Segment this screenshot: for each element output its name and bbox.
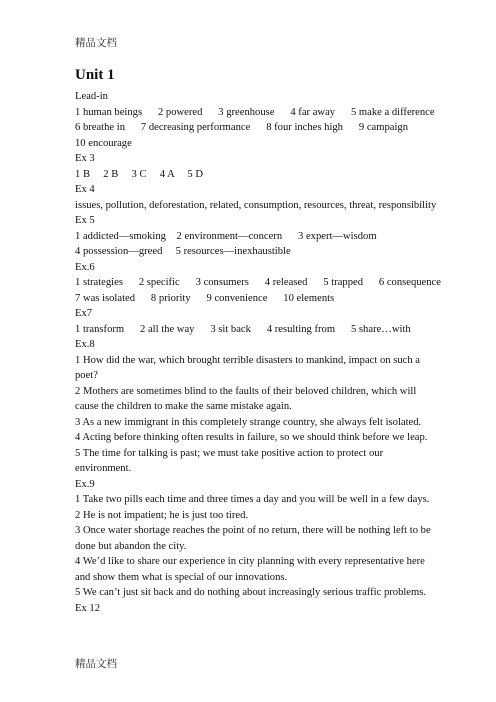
answer-line: 5 We can’t just sit back and do nothing about increasingly serious traffic problems. [75,587,427,598]
page-footer: 精品文档 [75,659,117,670]
unit-title: Unit 1 [75,67,115,83]
answer-line: 4 Acting before thinking often results in failure, so we should think before we leap. [75,432,428,443]
section-label: Ex 3 [75,153,95,164]
answer-line: 6 breathe in 7 decreasing performance 8 four inches high 9 campaign [75,122,408,133]
answer-line: 4 possession—greed 5 resources—inexhaustible [75,246,291,257]
answer-line: 1 addicted—smoking 2 environment—concern 3 expert—wisdom [75,230,377,242]
section-label: Lead-in [75,91,108,102]
answer-line: 5 The time for talking is past; we must take positive action to protect our [75,447,384,459]
answer-line: 4 We’d like to share our experience in city planning with every representative here [75,556,425,567]
answer-lines [75,89,441,616]
section-label: Ex 5 [75,215,95,226]
section-label: Ex 12 [75,602,101,614]
answer-line: 1 Take two pills each time and three times a day and you will be well in a few days. [75,494,430,505]
answer-line: poet? [75,370,98,381]
section-label: Ex.9 [75,478,95,490]
answer-line: 1 transform 2 all the way 3 sit back 4 resulting from 5 share…with [75,323,411,335]
answer-line: 3 As a new immigrant in this completely strange country, she always felt isolated. [75,416,422,428]
answer-line: done but abandon the city. [75,540,187,552]
section-label: Ex 4 [75,184,95,195]
answer-line: issues, pollution, deforestation, related, consumption, resources, threat, responsibility [75,199,437,211]
section-label: Ex7 [75,308,93,319]
answer-line: and show them what is special of our innovations. [75,571,288,583]
answer-line: 1 human beings 2 powered 3 greenhouse 4 far away 5 make a difference [75,106,435,118]
answer-line: 1 strategies 2 specific 3 consumers 4 released 5 trapped 6 consequence [75,277,441,288]
section-label: Ex.6 [75,261,95,273]
answer-line: cause the children to make the same mistake again. [75,401,292,412]
answer-line: environment. [75,463,132,474]
answer-line: 2 Mothers are sometimes blind to the faults of their beloved children, which will [75,385,417,397]
answer-line: 10 encourage [75,137,132,149]
answer-line: 1 How did the war, which brought terrible disasters to mankind, impact on such a [75,354,420,366]
document-body [75,66,441,616]
answer-line: 2 He is not impatient; he is just too tired. [75,509,249,521]
page-header: 精品文档 [75,38,117,49]
answer-line: 1 B 2 B 3 C 4 A 5 D [75,168,204,180]
answer-line: 3 Once water shortage reaches the point of no return, there will be nothing left to be [75,525,431,536]
answer-line: 7 was isolated 8 priority 9 convenience 10 elements [75,292,335,304]
section-label: Ex.8 [75,339,95,350]
